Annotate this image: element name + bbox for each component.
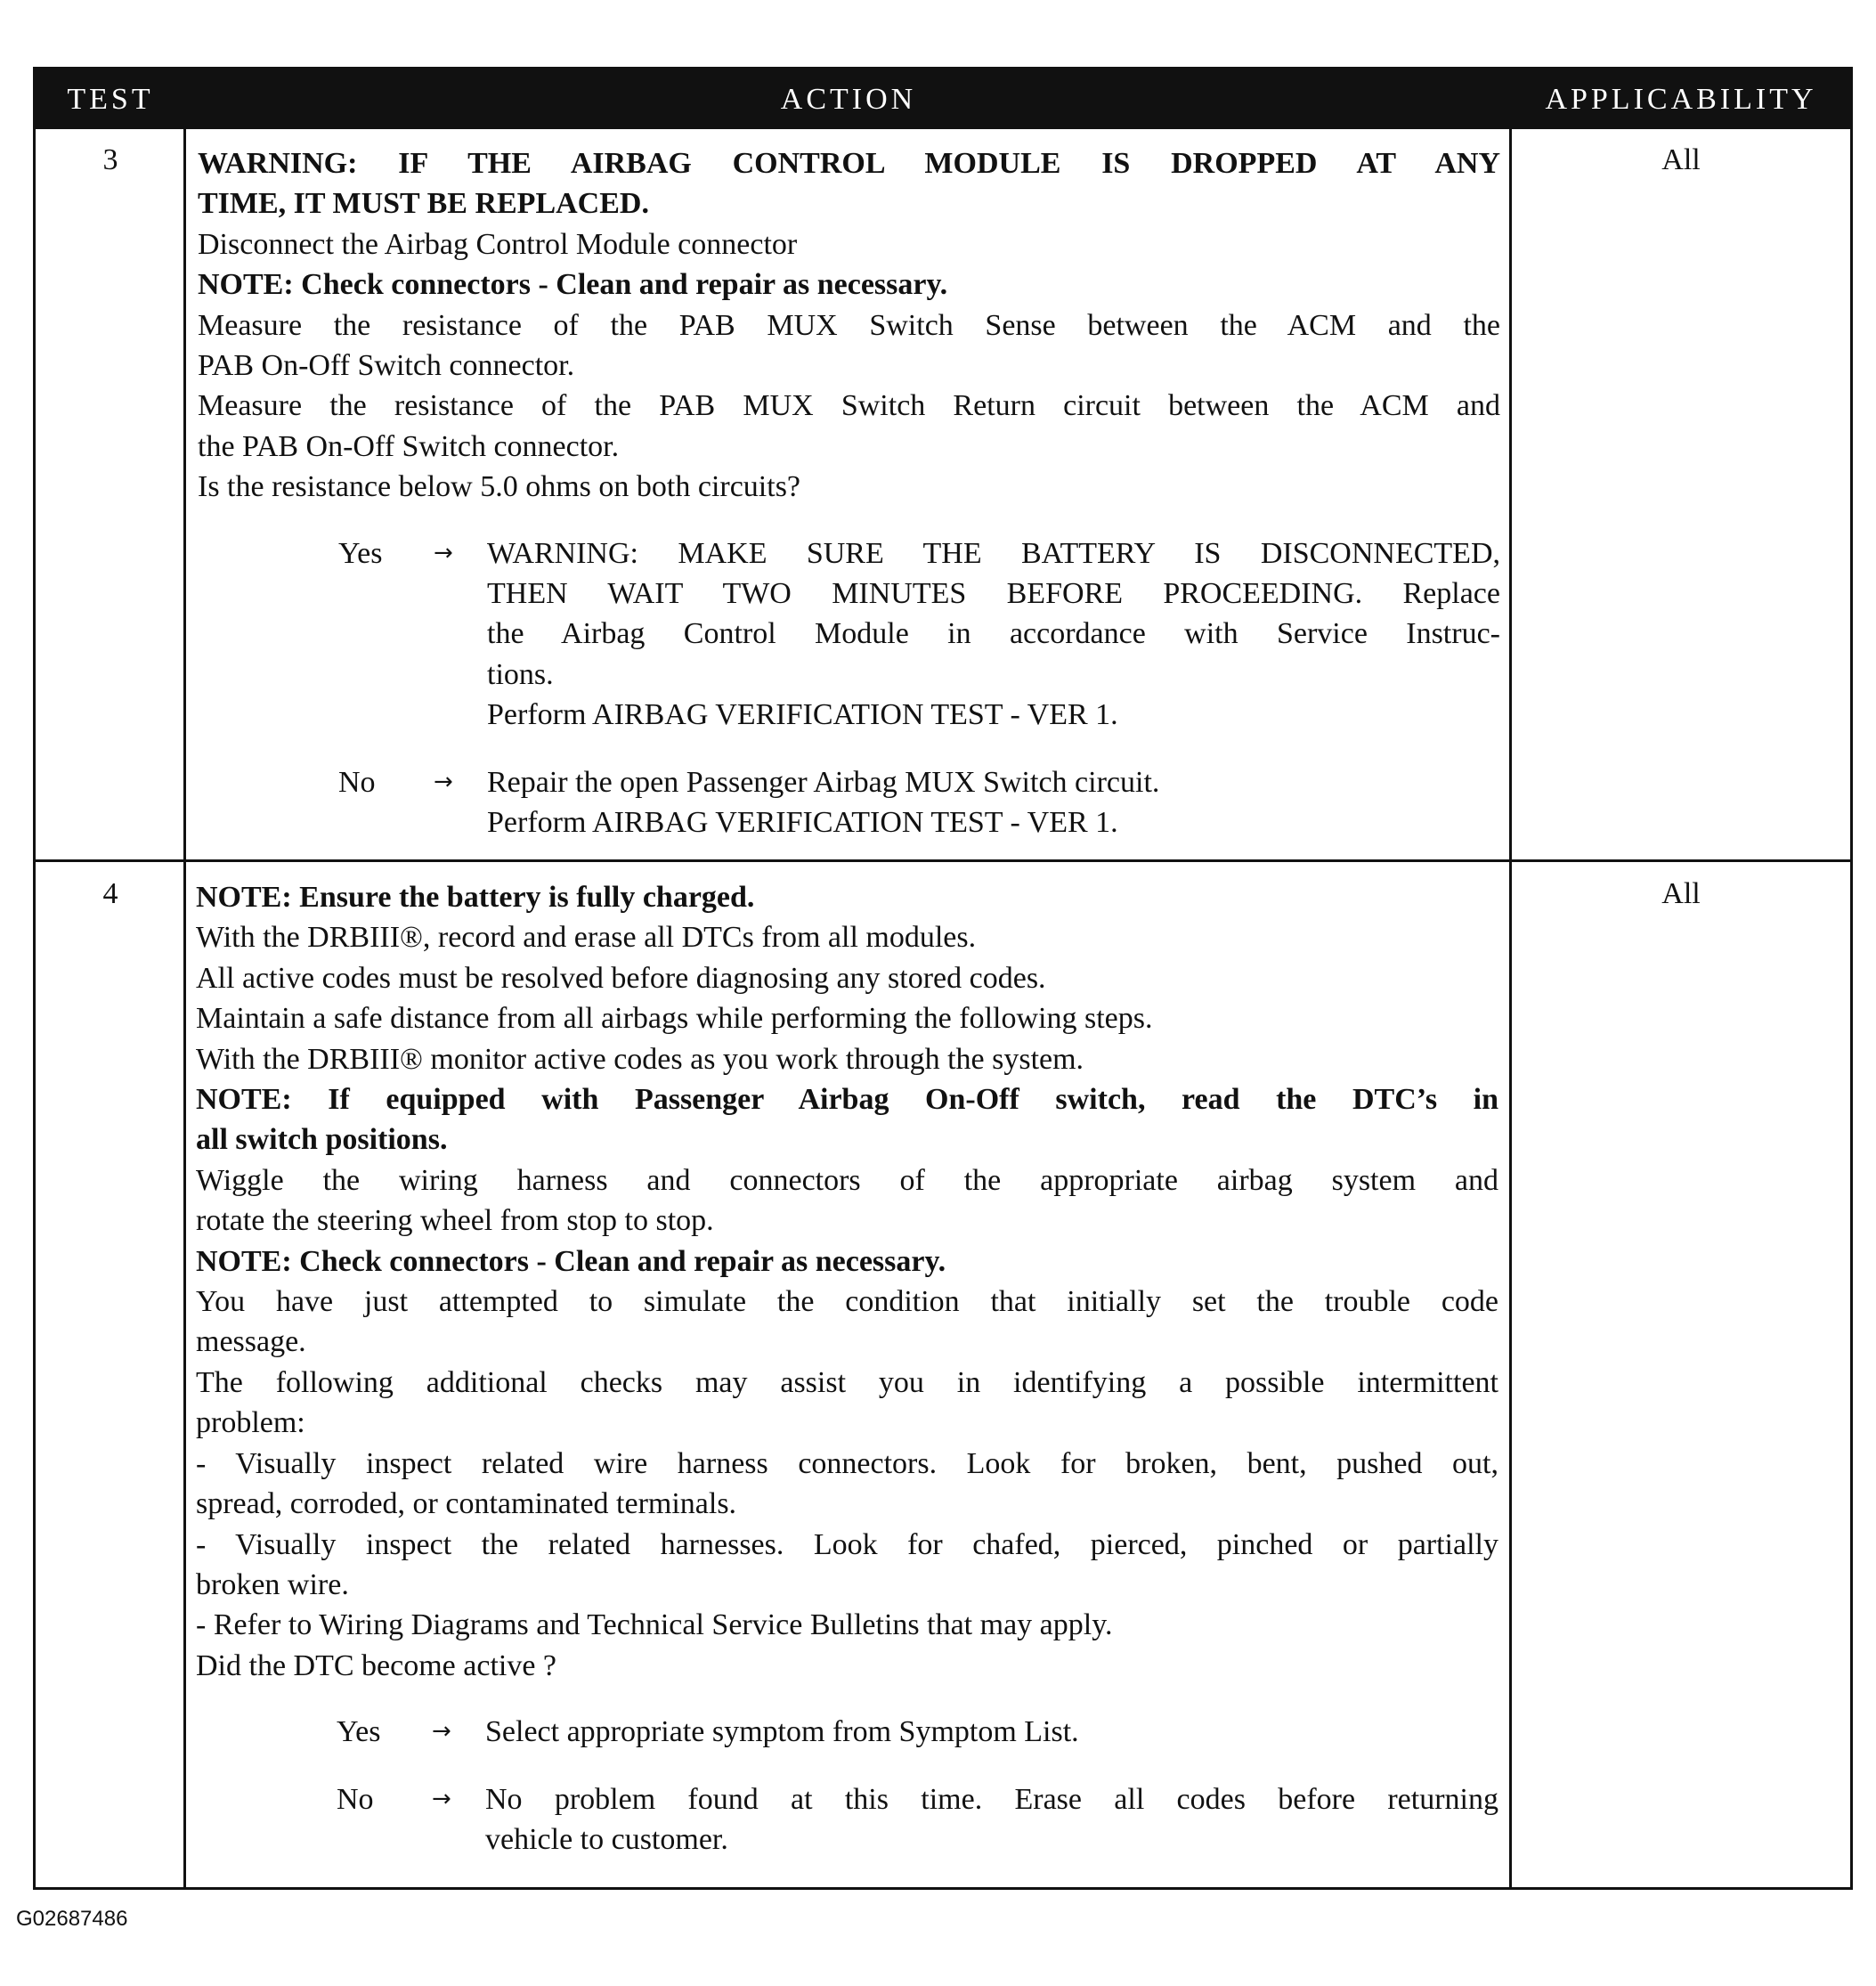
note-line: NOTE: Check connectors - Clean and repair as necessary.: [198, 268, 948, 302]
action-line: the PAB On-Off Switch connector.: [198, 429, 620, 463]
response-text: [487, 762, 1500, 843]
action-line: The following additional checks may assist you in identifying a possible intermittent: [196, 1365, 1498, 1399]
response-line: the Airbag Control Module in accordance with Service Instruc-: [487, 617, 1500, 651]
note-line: all switch positions.: [196, 1123, 448, 1157]
action-line: message.: [196, 1325, 306, 1359]
action-line: broken wire.: [196, 1567, 349, 1601]
action-line: With the DRBIII® monitor active codes as you work through the system.: [196, 1042, 1084, 1076]
applicability-value: All: [1661, 143, 1701, 176]
response-key: Yes: [337, 1715, 381, 1749]
response-key: No: [338, 765, 376, 799]
response-text: [485, 1712, 1498, 1752]
response-line: vehicle to customer.: [485, 1822, 728, 1856]
procedure-table: [33, 67, 1853, 1890]
arrow-icon: →: [432, 1785, 451, 1812]
header-applicability: APPLICABILITY: [1545, 83, 1817, 116]
question-line: Did the DTC become active ?: [196, 1648, 557, 1682]
column-divider: [1509, 129, 1512, 1887]
row-divider: [36, 859, 1850, 862]
action-line: With the DRBIII®, record and erase all DTCs from all modules.: [196, 921, 977, 955]
action-line: problem:: [196, 1406, 305, 1440]
response-line: Select appropriate symptom from Symptom List.: [485, 1715, 1079, 1749]
test-number: 4: [102, 877, 118, 910]
arrow-icon: →: [434, 539, 453, 566]
applicability-value: All: [1661, 877, 1701, 910]
table-header: [36, 69, 1850, 129]
action-line: PAB On-Off Switch connector.: [198, 349, 575, 383]
action-line: - Visually inspect related wire harness connectors. Look for broken, bent, pushed out,: [196, 1446, 1498, 1480]
response-line: WARNING: MAKE SURE THE BATTERY IS DISCONNECTED,: [487, 536, 1500, 570]
question-line: Is the resistance below 5.0 ohms on both circuits?: [198, 470, 801, 504]
action-line: rotate the steering wheel from stop to stop.: [196, 1204, 714, 1238]
action-line: Maintain a safe distance from all airbags while performing the following steps.: [196, 1002, 1153, 1036]
response-key: No: [337, 1782, 374, 1816]
response-line: Perform AIRBAG VERIFICATION TEST - VER 1.: [487, 806, 1118, 840]
action-line: Wiggle the wiring harness and connectors of the appropriate airbag system and: [196, 1163, 1498, 1197]
note-line: NOTE: Ensure the battery is fully charged.: [196, 881, 755, 914]
action-line: Measure the resistance of the PAB MUX Switch Return circuit between the ACM and: [198, 389, 1500, 423]
arrow-icon: →: [434, 768, 453, 795]
action-line: - Visually inspect the related harnesses. Look for chafed, pierced, pinched or partially: [196, 1527, 1498, 1561]
response-line: tions.: [487, 657, 554, 691]
figure-id: G02687486: [16, 1907, 128, 1931]
response-line: THEN WAIT TWO MINUTES BEFORE PROCEEDING. Replace: [487, 577, 1500, 611]
response-yes: [196, 1712, 1498, 1752]
response-line: No problem found at this time. Erase all codes before returning: [485, 1782, 1498, 1816]
warning-line: WARNING: IF THE AIRBAG CONTROL MODULE IS DROPPED AT ANY: [198, 147, 1500, 180]
action-line: Measure the resistance of the PAB MUX Switch Sense between the ACM and the: [198, 308, 1500, 342]
action-cell: [196, 877, 1498, 1860]
action-line: Disconnect the Airbag Control Module connector: [198, 227, 798, 261]
response-no: [196, 1779, 1498, 1860]
arrow-icon: →: [432, 1718, 451, 1746]
action-line: You have just attempted to simulate the condition that initially set the trouble code: [196, 1285, 1498, 1319]
header-action: ACTION: [780, 83, 917, 116]
header-test: TEST: [67, 83, 154, 116]
response-line: Repair the open Passenger Airbag MUX Switch circuit.: [487, 765, 1160, 799]
column-divider: [183, 129, 186, 1887]
response-text: [485, 1779, 1498, 1860]
action-line: All active codes must be resolved before diagnosing any stored codes.: [196, 961, 1046, 995]
action-line: - Refer to Wiring Diagrams and Technical Service Bulletins that may apply.: [196, 1608, 1113, 1642]
response-yes: [198, 533, 1500, 736]
warning-line: TIME, IT MUST BE REPLACED.: [198, 187, 649, 221]
response-text: [487, 533, 1500, 736]
response-no: [198, 762, 1500, 843]
response-line: Perform AIRBAG VERIFICATION TEST - VER 1.: [487, 698, 1118, 732]
note-line: NOTE: Check connectors - Clean and repair as necessary.: [196, 1244, 946, 1278]
response-key: Yes: [338, 536, 383, 570]
note-line: NOTE: If equipped with Passenger Airbag On-Off switch, read the DTC’s in: [196, 1083, 1498, 1117]
test-number: 3: [102, 143, 118, 176]
action-line: spread, corroded, or contaminated terminals.: [196, 1487, 737, 1521]
action-cell: [198, 143, 1500, 843]
